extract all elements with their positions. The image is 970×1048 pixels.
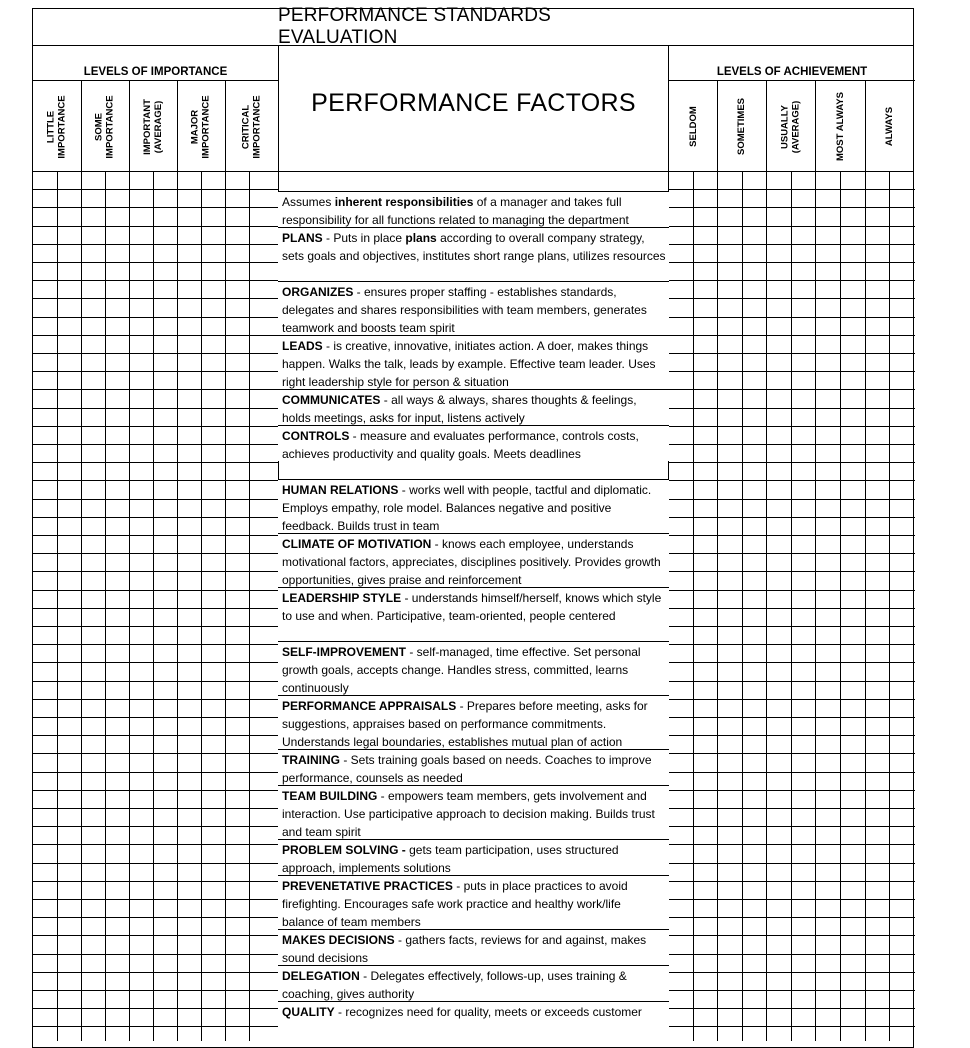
factor-cell: PREVENETATIVE PRACTICES - puts in place practices to avoid firefighting. Encourages safe work practice and healthy work/life balance of team members: [278, 875, 669, 929]
grid-hline: [669, 699, 915, 700]
grid-hline: [33, 553, 278, 554]
grid-vline: [865, 81, 866, 1041]
grid-hline: [669, 517, 915, 518]
factor-divider: [278, 389, 669, 390]
grid-hline: [669, 371, 915, 372]
grid-hline: [669, 881, 915, 882]
factor-title: CONTROLS: [282, 429, 350, 443]
factor-cell: LEADERSHIP STYLE - understands himself/herself, knows which style to use and when. Participative, team-oriented, people centered: [278, 587, 669, 641]
grid-vline: [717, 81, 718, 1041]
grid-hline: [33, 280, 278, 281]
factor-title: PERFORMANCE APPRAISALS: [282, 699, 457, 713]
grid-vline: [840, 171, 841, 1041]
factor-keyword: inherent responsibilities: [334, 195, 474, 209]
factor-title: LEADERSHIP STYLE: [282, 591, 402, 605]
factor-cell: CONTROLS - measure and evaluates performance, controls costs, achieves productivity and quality goals. Meets deadlines: [278, 425, 669, 461]
factor-cell: DELEGATION - Delegates effectively, follows-up, uses training & coaching, gives authority: [278, 965, 669, 1001]
header-line1: SOME: [94, 112, 105, 141]
grid-hline: [33, 863, 278, 864]
factor-divider: [278, 641, 669, 642]
header-line1: USUALLY: [779, 104, 791, 149]
factor-divider: [278, 785, 669, 786]
factor-title: LEADS: [282, 339, 323, 353]
grid-vline: [105, 171, 106, 1041]
grid-hline: [33, 262, 278, 263]
grid-hline: [669, 480, 915, 481]
grid-hline: [33, 226, 278, 227]
grid-hline: [33, 626, 278, 627]
grid-hline: [33, 535, 278, 536]
factor-cell: QUALITY - recognizes need for quality, meets or exceeds customer: [278, 1001, 669, 1041]
importance-header-3: [129, 81, 177, 172]
grid-vline: [815, 81, 816, 1041]
grid-hline: [669, 772, 915, 773]
importance-header-5: [225, 81, 278, 172]
grid-hline: [33, 790, 278, 791]
grid-hline: [33, 681, 278, 682]
factor-divider: [278, 335, 669, 336]
factor-divider: [278, 191, 669, 192]
header-line2: (AVERAGE): [790, 100, 802, 153]
header-line1: CRITICAL: [240, 104, 252, 149]
grid-hline: [669, 844, 915, 845]
grid-hline: [669, 1008, 915, 1009]
grid-hline: [669, 298, 915, 299]
grid-hline: [33, 1026, 278, 1027]
grid-vline: [177, 81, 178, 1041]
grid-hline: [669, 1026, 915, 1027]
factor-title: SELF-IMPROVEMENT: [282, 645, 407, 659]
header-divider: [33, 171, 913, 172]
header-line1: MAJOR: [190, 109, 201, 144]
factor-divider: [278, 875, 669, 876]
levels-of-importance-label: LEVELS OF IMPORTANCE: [33, 45, 278, 81]
achievement-header-5: [865, 81, 915, 172]
grid-vline: [201, 171, 202, 1041]
grid-hline: [33, 517, 278, 518]
header-line1: SOMETIMES: [736, 97, 748, 156]
factor-cell: COMMUNICATES - all ways & always, shares thoughts & feelings, holds meetings, asks for input, listens actively: [278, 389, 669, 425]
importance-header-2: [81, 81, 129, 172]
grid-hline: [33, 371, 278, 372]
grid-hline: [669, 590, 915, 591]
factor-cell: TRAINING - Sets training goals based on needs. Coaches to improve performance, counsels as needed: [278, 749, 669, 785]
factor-divider: [278, 839, 669, 840]
grid-hline: [669, 462, 915, 463]
grid-vline: [249, 171, 250, 1041]
grid-hline: [33, 899, 278, 900]
header-line1: LITTLE: [46, 110, 57, 143]
achievement-header-1: [669, 81, 717, 172]
grid-hline: [669, 317, 915, 318]
grid-hline: [33, 935, 278, 936]
grid-hline: [33, 644, 278, 645]
grid-hline: [669, 790, 915, 791]
grid-hline: [33, 662, 278, 663]
grid-hline: [669, 499, 915, 500]
grid-hline: [669, 207, 915, 208]
header-line1: SELDOM: [687, 106, 699, 147]
grid-hline: [669, 972, 915, 973]
grid-hline: [669, 808, 915, 809]
achievement-header-3: [766, 81, 815, 172]
grid-hline: [33, 335, 278, 336]
grid-hline: [669, 863, 915, 864]
grid-hline: [33, 608, 278, 609]
grid-hline: [669, 262, 915, 263]
header-line2: IMPORTANCE: [57, 94, 68, 159]
grid-hline: [33, 717, 278, 718]
header-line2: IMPORTANCE: [201, 94, 212, 159]
grid-hline: [33, 753, 278, 754]
factor-divider: [278, 1001, 669, 1002]
grid-hline: [669, 426, 915, 427]
grid-hline: [33, 590, 278, 591]
factor-title: PREVENETATIVE PRACTICES: [282, 879, 453, 893]
factor-cell: PLANS - Puts in place plans according to overall company strategy, sets goals and objectives, institutes short range plans, utilizes resources: [278, 227, 669, 281]
factor-cell: Assumes inherent responsibilities of a manager and takes full responsibility for all functions related to managing the department: [278, 191, 669, 227]
grid-vline: [742, 171, 743, 1041]
grid-vline: [225, 81, 226, 1041]
grid-hline: [33, 990, 278, 991]
achievement-header-4: [815, 81, 865, 172]
grid-hline: [669, 735, 915, 736]
factor-cell: SELF-IMPROVEMENT - self-managed, time effective. Set personal growth goals, accepts change. Handles stress, committed, learns continuously: [278, 641, 669, 695]
grid-hline: [669, 917, 915, 918]
factor-cell: CLIMATE OF MOTIVATION - knows each employee, understands motivational factors, appreciates, disciplines positively. Provides growth opportunities, gives praise and reinforcement: [278, 533, 669, 587]
factor-divider: [278, 533, 669, 534]
grid-hline: [669, 990, 915, 991]
grid-vline: [57, 171, 58, 1041]
grid-hline: [33, 444, 278, 445]
grid-hline: [33, 298, 278, 299]
grid-hline: [669, 335, 915, 336]
header-line1: MOST ALWAYS: [834, 92, 846, 161]
factor-cell: PROBLEM SOLVING - gets team participation, uses structured approach, implements solutions: [278, 839, 669, 875]
grid-hline: [669, 408, 915, 409]
factor-divider: [278, 479, 669, 480]
grid-hline: [33, 499, 278, 500]
header-line2: (AVERAGE): [153, 100, 165, 153]
factor-title: TRAINING: [282, 753, 340, 767]
grid-vline: [693, 171, 694, 1041]
factor-title: PROBLEM SOLVING -: [282, 843, 406, 857]
grid-hline: [33, 207, 278, 208]
title-row: [33, 5, 913, 48]
factor-cell: HUMAN RELATIONS - works well with people, tactful and diplomatic. Employs empathy, role model. Balances negative and positive feedback. Builds trust in team: [278, 479, 669, 533]
grid-vline: [153, 171, 154, 1041]
grid-hline: [669, 444, 915, 445]
achievement-header-2: [717, 81, 766, 172]
factor-divider: [278, 587, 669, 588]
grid-hline: [33, 317, 278, 318]
factor-divider: [278, 425, 669, 426]
grid-hline: [33, 1008, 278, 1009]
grid-hline: [669, 226, 915, 227]
grid-hline: [669, 626, 915, 627]
grid-hline: [669, 608, 915, 609]
factor-cell: ORGANIZES - ensures proper staffing - establishes standards, delegates and shares responsibilities with team members, generates teamwork and boosts team spirit: [278, 281, 669, 335]
grid-hline: [33, 826, 278, 827]
grid-vline: [766, 81, 767, 1041]
grid-hline: [33, 353, 278, 354]
importance-header-4: [177, 81, 225, 172]
grid-hline: [33, 462, 278, 463]
factor-title: TEAM BUILDING: [282, 789, 378, 803]
factor-cell: TEAM BUILDING - empowers team members, gets involvement and interaction. Use participative approach to decision making. Builds trust and team spirit: [278, 785, 669, 839]
performance-factors-title: PERFORMANCE FACTORS: [311, 89, 636, 117]
grid-hline: [669, 753, 915, 754]
grid-hline: [669, 353, 915, 354]
grid-hline: [669, 553, 915, 554]
importance-header-1: [33, 81, 81, 172]
header-line1: IMPORTANT: [142, 98, 154, 155]
grid-hline: [33, 917, 278, 918]
factor-title: HUMAN RELATIONS: [282, 483, 399, 497]
factor-cell: PERFORMANCE APPRAISALS - Prepares before meeting, asks for suggestions, appraises based on performance commitments. Understands legal boundaries, establishes mutual plan of action: [278, 695, 669, 749]
grid-hline: [33, 189, 278, 190]
levels-of-achievement-label: LEVELS OF ACHIEVEMENT: [669, 45, 915, 81]
grid-vline: [81, 81, 82, 1041]
factor-divider: [278, 749, 669, 750]
grid-hline: [33, 699, 278, 700]
factor-title: PLANS: [282, 231, 323, 245]
factor-title: DELEGATION: [282, 969, 360, 983]
grid-hline: [669, 189, 915, 190]
grid-hline: [669, 389, 915, 390]
grid-hline: [669, 826, 915, 827]
grid-hline: [669, 535, 915, 536]
factor-divider: [278, 965, 669, 966]
grid-hline: [33, 426, 278, 427]
factor-divider: [278, 695, 669, 696]
factor-keyword: plans: [405, 231, 437, 245]
grid-hline: [33, 735, 278, 736]
header-line2: IMPORTANCE: [105, 94, 116, 159]
grid-hline: [33, 954, 278, 955]
factor-title: COMMUNICATES: [282, 393, 381, 407]
header-line2: IMPORTANCE: [251, 94, 263, 159]
page-title: PERFORMANCE STANDARDS EVALUATION: [278, 5, 552, 48]
factor-divider: [278, 227, 669, 228]
grid-hline: [669, 662, 915, 663]
grid-hline: [33, 881, 278, 882]
grid-hline: [33, 571, 278, 572]
grid-hline: [33, 844, 278, 845]
factor-divider: [278, 929, 669, 930]
grid-hline: [33, 972, 278, 973]
factor-title: MAKES DECISIONS: [282, 933, 395, 947]
grid-hline: [669, 644, 915, 645]
grid-hline: [669, 571, 915, 572]
grid-hline: [669, 717, 915, 718]
grid-vline: [791, 171, 792, 1041]
grid-hline: [669, 935, 915, 936]
grid-hline: [33, 772, 278, 773]
factor-title: QUALITY: [282, 1005, 335, 1019]
factor-cell: MAKES DECISIONS - gathers facts, reviews for and against, makes sound decisions: [278, 929, 669, 965]
header-line1: ALWAYS: [884, 106, 896, 147]
grid-hline: [669, 681, 915, 682]
factor-cell: LEADS - is creative, innovative, initiates action. A doer, makes things happen. Walks the talk, leads by example. Effective team leader. Uses right leadership style for person & situation: [278, 335, 669, 389]
grid-vline: [129, 81, 130, 1041]
evaluation-sheet: [32, 5, 914, 1048]
grid-hline: [33, 389, 278, 390]
grid-vline: [889, 171, 890, 1041]
grid-hline: [669, 899, 915, 900]
grid-hline: [669, 244, 915, 245]
grid-hline: [33, 480, 278, 481]
factor-title: CLIMATE OF MOTIVATION: [282, 537, 432, 551]
grid-hline: [669, 954, 915, 955]
factor-divider: [278, 281, 669, 282]
grid-hline: [669, 280, 915, 281]
factor-title: ORGANIZES: [282, 285, 354, 299]
grid-hline: [33, 244, 278, 245]
grid-hline: [33, 808, 278, 809]
grid-hline: [33, 408, 278, 409]
performance-factors-header: [278, 45, 669, 172]
